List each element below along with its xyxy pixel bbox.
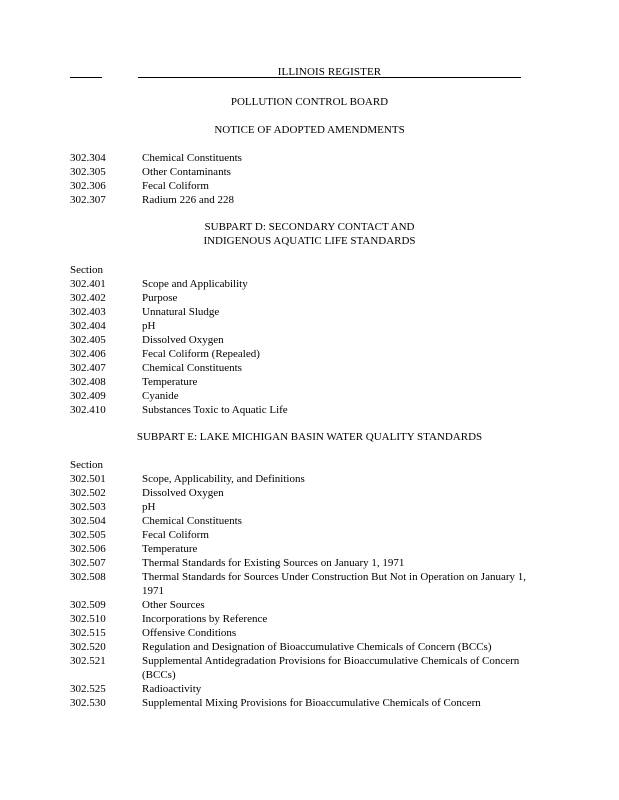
section-title: Substances Toxic to Aquatic Life (142, 404, 288, 416)
section-number: 302.407 (70, 362, 106, 374)
toc-row (70, 486, 550, 500)
toc-row (70, 542, 550, 556)
section-title: Unnatural Sludge (142, 306, 220, 318)
section-title: Fecal Coliform (Repealed) (142, 348, 260, 360)
section-number: 302.521 (70, 655, 106, 667)
section-title: Supplemental Antidegradation Provisions for Bioaccumulative Chemicals of Concern (BCCs) (142, 655, 520, 681)
section-title: Dissolved Oxygen (142, 487, 224, 499)
section-number: 302.403 (70, 306, 106, 318)
section-title: Temperature (142, 543, 198, 555)
section-title: Temperature (142, 376, 198, 388)
toc-row (70, 598, 550, 612)
section-title: Thermal Standards for Sources Under Construction But Not in Operation on January 1, 1971 (142, 571, 527, 597)
toc-row (70, 277, 550, 291)
toc-row (70, 375, 550, 389)
section-number: 302.406 (70, 348, 106, 360)
toc-row (70, 612, 550, 626)
section-number: 302.507 (70, 557, 106, 569)
section-number: 302.525 (70, 683, 106, 695)
section-number: 302.508 (70, 571, 106, 583)
toc-row (70, 640, 550, 654)
section-title: Radium 226 and 228 (142, 194, 234, 206)
section-number: 302.504 (70, 515, 106, 527)
toc-row (70, 626, 550, 640)
section-title: Fecal Coliform (142, 180, 209, 192)
section-title: Radioactivity (142, 683, 202, 695)
section-number: 302.520 (70, 641, 106, 653)
section-title: pH (142, 501, 156, 513)
notice-title: NOTICE OF ADOPTED AMENDMENTS (214, 124, 405, 136)
toc-row (70, 403, 550, 417)
section-title: Offensive Conditions (142, 627, 237, 639)
section-number: 302.515 (70, 627, 106, 639)
toc-row (70, 193, 550, 207)
section-number: 302.509 (70, 599, 106, 611)
toc-row (70, 361, 550, 375)
toc-row (70, 333, 550, 347)
header-rule-left (70, 77, 102, 78)
section-title: pH (142, 320, 156, 332)
section-number: 302.304 (70, 152, 106, 164)
subpart-e-heading: SUBPART E: LAKE MICHIGAN BASIN WATER QUALITY STANDARDS (136, 431, 483, 443)
subpart-e-list (70, 458, 550, 710)
section-title: Scope, Applicability, and Definitions (142, 473, 305, 485)
section-title: Other Contaminants (142, 166, 231, 178)
section-number: 302.510 (70, 613, 106, 625)
toc-row (70, 291, 550, 305)
toc-row (70, 472, 550, 486)
subpart-d-heading-line2: INDIGENOUS AQUATIC LIFE STANDARDS (203, 235, 416, 247)
toc-row (70, 556, 550, 570)
section-number: 302.410 (70, 404, 106, 416)
section-number: 302.307 (70, 194, 106, 206)
section-title: Dissolved Oxygen (142, 334, 224, 346)
section-title: Incorporations by Reference (142, 613, 268, 625)
toc-row (70, 500, 550, 514)
section-number: 302.401 (70, 278, 106, 290)
section-number: 302.501 (70, 473, 106, 485)
section-title: Thermal Standards for Existing Sources on January 1, 1971 (142, 557, 405, 569)
section-number: 302.530 (70, 697, 106, 709)
toc-row (70, 151, 550, 165)
toc-row (70, 347, 550, 361)
toc-row (70, 528, 550, 542)
board-title: POLLUTION CONTROL BOARD (230, 96, 389, 108)
section-number: 302.306 (70, 180, 106, 192)
section-number: 302.503 (70, 501, 106, 513)
section-number: 302.404 (70, 320, 106, 332)
toc-row (70, 165, 550, 179)
section-title: Supplemental Mixing Provisions for Bioaccumulative Chemicals of Concern (142, 697, 481, 709)
section-title: Chemical Constituents (142, 515, 242, 527)
header-rule (138, 77, 521, 78)
toc-row (70, 682, 550, 696)
toc-row (70, 319, 550, 333)
register-title: ILLINOIS REGISTER (277, 66, 382, 78)
section-title: Chemical Constituents (142, 362, 242, 374)
section-title: Purpose (142, 292, 178, 304)
toc-row (70, 305, 550, 319)
toc-row (70, 179, 550, 193)
section-title: Scope and Applicability (142, 278, 248, 290)
section-title: Chemical Constituents (142, 152, 242, 164)
section-number: 302.402 (70, 292, 106, 304)
section-title: Cyanide (142, 390, 179, 402)
section-title: Fecal Coliform (142, 529, 209, 541)
toc-row (70, 570, 550, 598)
section-label: Section (70, 264, 103, 276)
subpart-d-heading-line1: SUBPART D: SECONDARY CONTACT AND (204, 221, 415, 233)
toc-row (70, 654, 550, 682)
subpart-c-list (70, 151, 550, 207)
section-title: Other Sources (142, 599, 205, 611)
toc-row (70, 696, 550, 710)
toc-row (70, 389, 550, 403)
subpart-d-list (70, 263, 550, 417)
section-number: 302.505 (70, 529, 106, 541)
section-title: Regulation and Designation of Bioaccumulative Chemicals of Concern (BCCs) (142, 641, 492, 653)
section-number: 302.305 (70, 166, 106, 178)
section-number: 302.506 (70, 543, 106, 555)
toc-row (70, 514, 550, 528)
section-number: 302.408 (70, 376, 106, 388)
section-number: 302.502 (70, 487, 106, 499)
section-number: 302.409 (70, 390, 106, 402)
section-label: Section (70, 459, 103, 471)
section-number: 302.405 (70, 334, 106, 346)
